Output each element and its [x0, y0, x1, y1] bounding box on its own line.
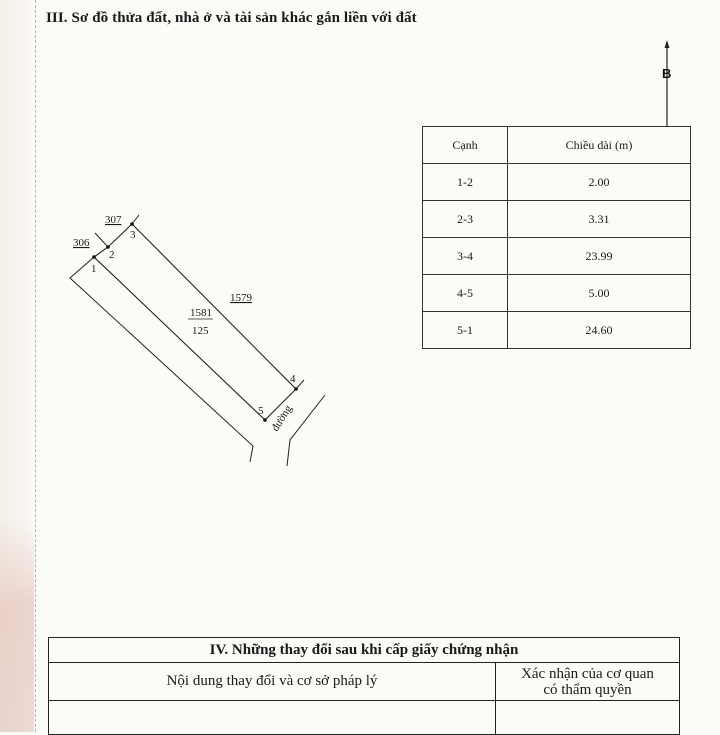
- boundary-tick: [296, 380, 304, 389]
- point-label-3: 3: [130, 229, 136, 241]
- parcel-number: 1581: [190, 307, 212, 319]
- neighbor-306: 306: [73, 237, 90, 249]
- section-4-title: IV. Những thay đổi sau khi cấp giấy chứng nhận: [49, 638, 680, 663]
- north-arrow-icon: [662, 40, 671, 126]
- road-label: đường: [269, 403, 295, 434]
- neighbor-307: 307: [105, 214, 122, 226]
- parcel-area: 125: [192, 325, 209, 337]
- point-label-4: 4: [290, 373, 296, 385]
- col-content-header: Nội dung thay đổi và cơ sở pháp lý: [49, 663, 496, 701]
- point-label-2: 2: [109, 249, 115, 261]
- north-label: B: [662, 66, 672, 81]
- table-row: 3-4 23.99: [423, 238, 691, 275]
- boundary-tick: [95, 233, 108, 247]
- content-cell: [49, 701, 496, 735]
- table-row: 5-1 24.60: [423, 312, 691, 349]
- confirm-cell: [496, 701, 680, 735]
- adjacent-boundary: [70, 257, 253, 462]
- section-3-title: III. Sơ đồ thửa đất, nhà ở và tài sản khác gắn liền với đất: [46, 10, 417, 26]
- table-row: 4-5 5.00: [423, 275, 691, 312]
- col-confirm-header: Xác nhận của cơ quan có thẩm quyền: [496, 663, 680, 701]
- table-header-row: [423, 127, 691, 164]
- parcel-boundary: [94, 224, 296, 420]
- neighbor-1579: 1579: [230, 292, 252, 304]
- header-edge: Cạnh: [423, 127, 508, 164]
- edge-length-table: [422, 126, 691, 349]
- header-length: Chiều dài (m): [508, 127, 691, 164]
- road-edge: [287, 395, 325, 466]
- table-row: 1-2 2.00: [423, 164, 691, 201]
- point-label-5: 5: [258, 405, 264, 417]
- changes-table: [48, 637, 680, 735]
- point-label-1: 1: [91, 263, 97, 275]
- table-row: 2-3 3.31: [423, 201, 691, 238]
